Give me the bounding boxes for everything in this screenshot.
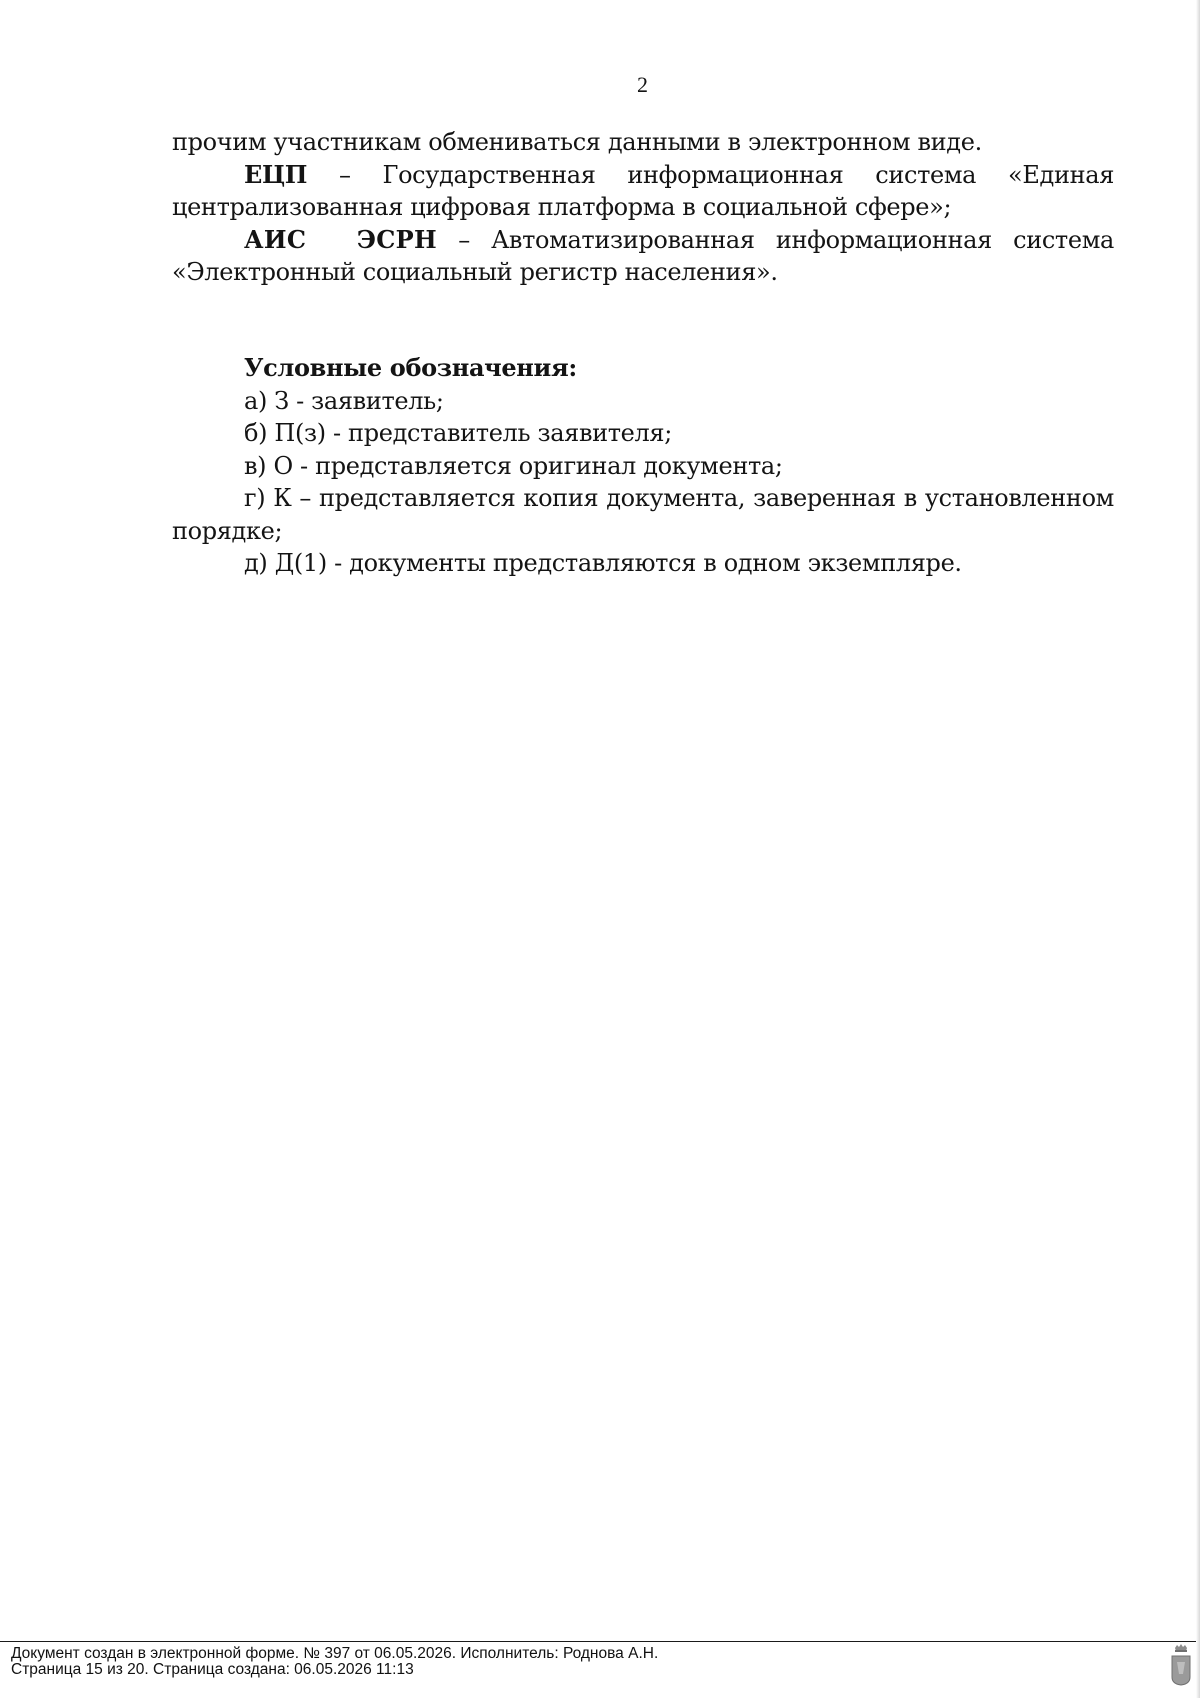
definition-ecp (172, 159, 1114, 224)
definition-text: – Автоматизированная информационная система «Электронный социальный регистр населения». (172, 225, 1114, 286)
page-edge-shadow (1196, 0, 1200, 1698)
page-number: 2 (637, 72, 648, 97)
document-footer (11, 1646, 658, 1678)
continuation-paragraph: прочим участникам обмениваться данными в электронном виде. (172, 128, 982, 156)
legend-section (172, 352, 1114, 580)
definition-ais-esrn (172, 224, 1114, 289)
coat-of-arms-icon (1169, 1644, 1193, 1686)
legend-item: г) К – представляется копия документа, заверенная в установленном порядке; (172, 484, 1114, 545)
footer-divider (0, 1641, 1200, 1642)
legend-item: д) Д(1) - документы представляются в одном экземпляре. (244, 549, 962, 577)
legend-heading: Условные обозначения: (244, 353, 577, 382)
document-body (172, 126, 1114, 289)
legend-item: б) П(з) - представитель заявителя; (244, 419, 672, 447)
footer-line-1: Документ создан в электронной форме. № 397 от 06.05.2026. Исполнитель: Роднова А.Н. (11, 1645, 659, 1662)
legend-item: в) О - представляется оригинал документа; (244, 451, 783, 480)
definition-text: – Государственная информационная система «Единая централизованная цифровая платформа в социальной сфере»; (172, 160, 1114, 221)
definition-term: АИС ЭСРН (244, 224, 437, 254)
definition-term: ЕЦП (244, 159, 308, 189)
footer-line-2: Страница 15 из 20. Страница создана: 06.05.2026 11:13 (11, 1661, 414, 1678)
legend-item: а) З - заявитель; (244, 386, 444, 415)
